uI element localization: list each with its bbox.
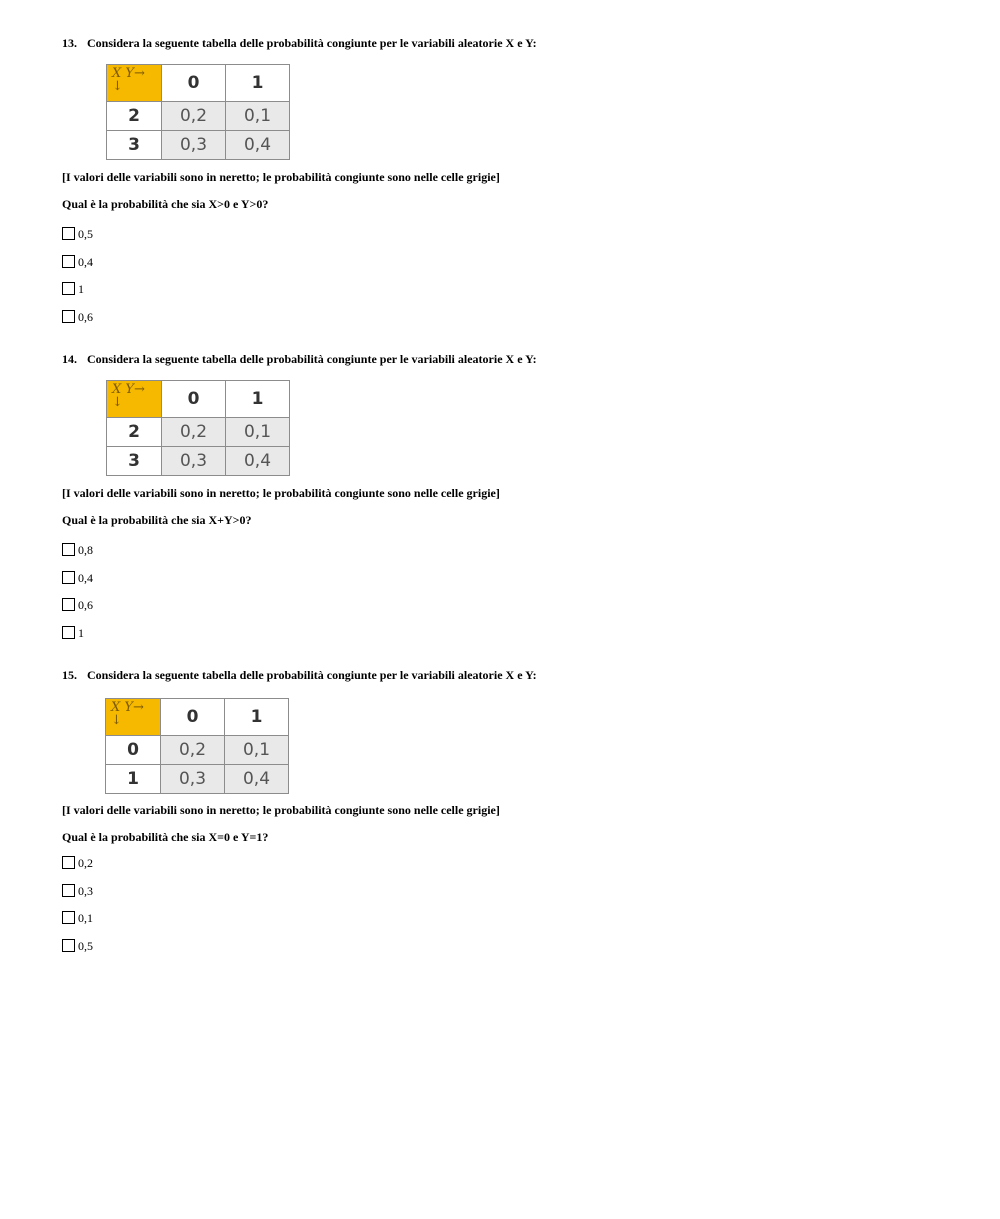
answer-option[interactable] <box>62 883 93 899</box>
row-header: 3 <box>107 447 162 476</box>
checkbox[interactable] <box>62 310 75 323</box>
question-text: Qual è la probabilità che sia X+Y>0? <box>62 513 252 527</box>
answer-option[interactable] <box>62 597 93 613</box>
row-header: 1 <box>106 765 161 794</box>
option-label: 1 <box>78 626 84 640</box>
option-label: 0,5 <box>78 939 93 953</box>
table-corner-header: X Y→ ↓ <box>107 65 162 102</box>
probability-cell: 0,2 <box>162 418 226 447</box>
col-header: 0 <box>161 699 225 736</box>
probability-cell: 0,4 <box>225 765 289 794</box>
table-note: [I valori delle variabili sono in neretto; le probabilità congiunte sono nelle celle grigie] <box>62 486 500 500</box>
question-title: 13. Considera la seguente tabella delle probabilità congiunte per le variabili aleatorie X e Y: <box>62 36 537 50</box>
joint-probability-table <box>106 380 290 476</box>
joint-probability-table <box>106 64 290 160</box>
answer-option[interactable] <box>62 625 84 641</box>
row-header: 3 <box>107 131 162 160</box>
answer-option[interactable] <box>62 226 93 242</box>
probability-cell: 0,4 <box>226 447 290 476</box>
col-header: 1 <box>226 65 290 102</box>
question-14 <box>62 352 942 640</box>
answer-option[interactable] <box>62 570 93 586</box>
table-corner-header: X Y→ ↓ <box>107 381 162 418</box>
row-header: 2 <box>107 102 162 131</box>
col-header: 0 <box>162 65 226 102</box>
table-note: [I valori delle variabili sono in neretto; le probabilità congiunte sono nelle celle grigie] <box>62 170 500 184</box>
probability-cell: 0,1 <box>226 102 290 131</box>
question-text: Qual è la probabilità che sia X>0 e Y>0? <box>62 197 269 211</box>
checkbox[interactable] <box>62 227 75 240</box>
answer-option[interactable] <box>62 855 93 871</box>
option-label: 0,4 <box>78 571 93 585</box>
checkbox[interactable] <box>62 911 75 924</box>
option-label: 1 <box>78 282 84 296</box>
question-title: 15. Considera la seguente tabella delle probabilità congiunte per le variabili aleatorie X e Y: <box>62 668 537 682</box>
probability-cell: 0,1 <box>225 736 289 765</box>
col-header: 1 <box>225 699 289 736</box>
question-13 <box>62 36 942 324</box>
answer-option[interactable] <box>62 910 93 926</box>
answer-option[interactable] <box>62 281 84 297</box>
checkbox[interactable] <box>62 856 75 869</box>
answer-option[interactable] <box>62 254 93 270</box>
col-header: 0 <box>162 381 226 418</box>
row-header: 0 <box>106 736 161 765</box>
option-label: 0,5 <box>78 227 93 241</box>
checkbox[interactable] <box>62 571 75 584</box>
answer-option[interactable] <box>62 309 93 325</box>
answer-option[interactable] <box>62 938 93 954</box>
checkbox[interactable] <box>62 598 75 611</box>
option-label: 0,6 <box>78 598 93 612</box>
checkbox[interactable] <box>62 543 75 556</box>
checkbox[interactable] <box>62 626 75 639</box>
probability-cell: 0,2 <box>161 736 225 765</box>
question-text: Qual è la probabilità che sia X=0 e Y=1? <box>62 830 269 844</box>
table-note: [I valori delle variabili sono in neretto; le probabilità congiunte sono nelle celle grigie] <box>62 803 500 817</box>
probability-cell: 0,2 <box>162 102 226 131</box>
probability-cell: 0,1 <box>226 418 290 447</box>
checkbox[interactable] <box>62 939 75 952</box>
joint-probability-table <box>105 698 289 794</box>
checkbox[interactable] <box>62 282 75 295</box>
row-header: 2 <box>107 418 162 447</box>
question-title: 14. Considera la seguente tabella delle probabilità congiunte per le variabili aleatorie X e Y: <box>62 352 537 366</box>
option-label: 0,4 <box>78 255 93 269</box>
checkbox[interactable] <box>62 255 75 268</box>
option-label: 0,3 <box>78 884 93 898</box>
question-15 <box>62 668 942 953</box>
option-label: 0,8 <box>78 543 93 557</box>
option-label: 0,6 <box>78 310 93 324</box>
checkbox[interactable] <box>62 884 75 897</box>
probability-cell: 0,3 <box>162 447 226 476</box>
probability-cell: 0,4 <box>226 131 290 160</box>
answer-option[interactable] <box>62 542 93 558</box>
col-header: 1 <box>226 381 290 418</box>
option-label: 0,2 <box>78 856 93 870</box>
table-corner-header: X Y→ ↓ <box>106 699 161 736</box>
probability-cell: 0,3 <box>162 131 226 160</box>
probability-cell: 0,3 <box>161 765 225 794</box>
option-label: 0,1 <box>78 911 93 925</box>
